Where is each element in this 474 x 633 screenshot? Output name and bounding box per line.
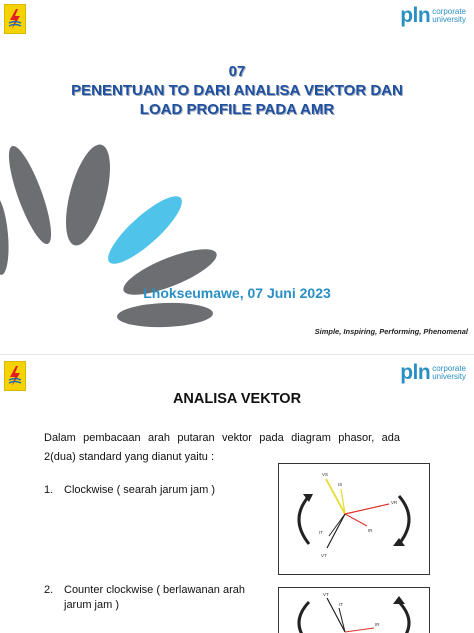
label-ir: IR: [375, 622, 380, 627]
label-it: IT: [339, 602, 343, 607]
petal-2: [57, 140, 119, 250]
intro-paragraph: Dalam pembacaan arah putaran vektor pada diagram phasor, ada 2(dua) standard yang dianut yaitu :: [44, 432, 400, 463]
pln-logo: [4, 4, 26, 34]
section-title: ANALISA VEKTOR: [172, 391, 302, 407]
tagline: Simple, Inspiring, Performing, Phenomenal: [314, 327, 468, 336]
label-vt: VT: [321, 553, 327, 558]
pln-corporate-university-logo: [400, 6, 466, 26]
brand-name: pln: [400, 4, 431, 27]
rotation-arrow-left: [299, 602, 309, 633]
brand-name: pln: [400, 361, 431, 384]
label-vs: VS: [322, 472, 329, 477]
rotation-arrow-left: [299, 496, 309, 544]
list-item-clockwise: [44, 483, 264, 498]
place-date: Lhokseumawe, 07 Juni 2023: [143, 285, 331, 301]
list-text: Clockwise ( searah jarum jam ): [64, 484, 215, 496]
vector-vr: [345, 504, 389, 514]
pln-corporate-university-logo: [400, 363, 466, 383]
label-is: IS: [338, 482, 343, 487]
lightning-icon: [7, 365, 23, 387]
content-slide: [0, 354, 474, 633]
slide-number: 07: [228, 63, 246, 80]
petal-4: [117, 301, 214, 328]
vector-ir: [345, 514, 367, 526]
pln-logo: [4, 361, 26, 391]
brand-subtitle: corporate university: [432, 7, 466, 24]
label-it: IT: [319, 530, 323, 535]
petal-1: [1, 142, 59, 248]
vector-vt: [327, 514, 345, 548]
label-vr: VR: [391, 500, 398, 505]
petal-0: [0, 194, 11, 275]
phasor-diagram-counter-clockwise: [278, 587, 430, 633]
list-item-counter-clockwise: [44, 583, 264, 613]
phasor-diagram-clockwise: [278, 463, 430, 575]
vector-it: [339, 608, 345, 632]
rotation-arrow-right: [399, 602, 409, 633]
slide-title-line2: LOAD PROFILE PADA AMR: [139, 101, 335, 118]
slide-title-line1: PENENTUAN TO DARI ANALISA VEKTOR DAN: [71, 82, 403, 99]
lightning-icon: [7, 8, 23, 30]
list-number: 1.: [44, 484, 54, 496]
label-vt: VT: [323, 592, 329, 597]
vector-ir: [345, 628, 374, 632]
list-number: 2.: [44, 584, 54, 596]
brand-subtitle: corporate university: [432, 364, 466, 381]
decorative-petals: [0, 140, 260, 340]
rotation-arrow-right: [399, 496, 409, 544]
label-ir: IR: [368, 528, 373, 533]
list-text: Counter clockwise ( berlawanan arah jarum jam ): [64, 584, 245, 611]
